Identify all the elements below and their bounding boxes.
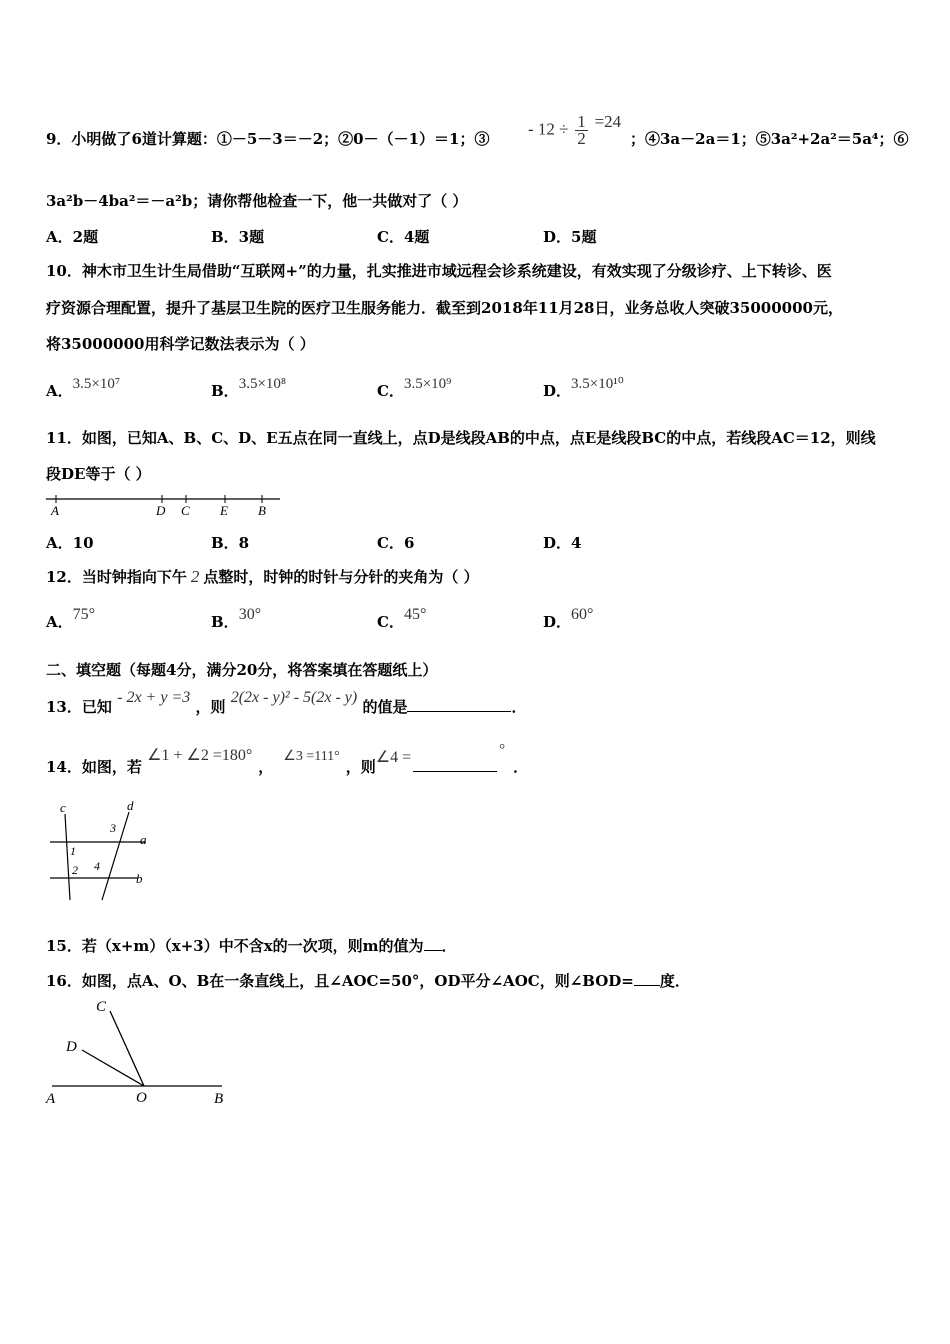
q16-angle-figure [44, 995, 234, 1107]
q12-option-b-label: B． [211, 613, 239, 631]
q14-condition-1: ∠1 + ∠2 =180° [147, 747, 253, 764]
q11-label-d: D [156, 503, 166, 518]
q12-option-d [543, 603, 594, 631]
q10-option-b-value: 3.5×10⁸ [238, 376, 287, 392]
q10-option-a-label: A． [46, 382, 73, 400]
q9-line2: 3a²b－4ba²＝－a²b；请你帮他检查一下，他一共做对了（ ） [46, 192, 468, 210]
q11-line1: 11．如图，已知A、B、C、D、E五点在同一直线上，点D是线段AB的中点，点E是线段BC的中点，若线段AC＝12，则线 [46, 429, 876, 447]
q10-option-d-value: 3.5×10¹⁰ [571, 376, 624, 392]
q16-answer-blank[interactable] [634, 985, 660, 986]
q10-option-b-label: B． [211, 382, 239, 400]
q16-end: 度． [659, 972, 690, 990]
q14-label-2: 2 [72, 863, 78, 877]
q16-label-c: C [96, 999, 107, 1015]
q10-line3: 将35000000用科学记数法表示为（ ） [46, 335, 315, 353]
q12-option-d-label: D． [543, 613, 572, 631]
q12-option-b [211, 603, 262, 631]
q11-option-a: A．10 [46, 534, 94, 552]
q12-line [46, 566, 479, 587]
q11-option-c: C．6 [377, 534, 415, 552]
q15-end: ． [441, 937, 457, 955]
q11-label-e: E [220, 503, 228, 518]
q10-option-a [46, 372, 121, 400]
q14-label-3: 3 [110, 821, 116, 835]
q15-answer-blank[interactable] [424, 950, 442, 951]
q16-label-o: O [136, 1090, 147, 1106]
q9-option-d: D．5题 [543, 228, 597, 246]
q14-line [46, 742, 529, 777]
q10-option-a-value: 3.5×10⁷ [72, 376, 121, 392]
q9-expression [528, 111, 622, 148]
q9-option-a: A．2题 [46, 228, 99, 246]
q16-label-b: B [214, 1091, 224, 1107]
q10-option-b [211, 372, 287, 400]
q13-condition: - 2x + y =3 [117, 689, 191, 706]
q16-label-a: A [46, 1091, 56, 1107]
q14-prefix: 14．如图，若 [46, 758, 142, 776]
q11-option-b: B．8 [211, 534, 250, 552]
q9-expr-right: =24 [594, 111, 622, 131]
q10-option-d [543, 372, 624, 400]
q11-label-a: A [51, 503, 59, 518]
q12-option-a-value: 75° [72, 606, 96, 623]
q12-text-a: 12．当时钟指向下午 [46, 568, 187, 586]
q9-text-b: ；④3a－2a＝1；⑤3a²+2a²＝5a⁴；⑥ [630, 130, 909, 148]
q14-label-1: 1 [70, 844, 76, 858]
q14-label-a: a [140, 832, 147, 847]
q14-parallel-lines-figure [44, 798, 164, 904]
q12-hour: 2 [190, 567, 200, 586]
q12-option-c-label: C． [377, 613, 404, 631]
q10-option-c-label: C． [377, 382, 404, 400]
q14-sep: ， [258, 758, 274, 776]
q14-mid: ，则 [345, 758, 376, 776]
q9-fraction [575, 114, 588, 147]
q16-line [46, 970, 690, 991]
q11-label-b: B [258, 503, 266, 518]
q11-label-c: C [181, 503, 190, 518]
q16-ray-od [82, 1050, 144, 1086]
q16-text: 16．如图，点A、O、B在一条直线上，且∠AOC=50°，OD平分∠AOC，则∠BOD= [46, 972, 634, 990]
q11-line2: 段DE等于（ ） [46, 465, 151, 483]
q15-text: 15．若（x+m）（x+3）中不含x的一次项，则m的值为 [46, 937, 424, 955]
q16-label-d: D [66, 1039, 77, 1055]
q14-label-c: c [60, 800, 66, 815]
q12-option-a [46, 603, 96, 631]
q14-label-4: 4 [94, 859, 100, 873]
q13-expression: 2(2x - y)² - 5(2x - y) [230, 689, 358, 706]
q10-option-c-value: 3.5×10⁹ [403, 376, 452, 392]
q13-end: ． [511, 698, 527, 716]
q14-label-d: d [127, 798, 134, 813]
q13-prefix: 13．已知 [46, 698, 112, 716]
q12-text-b: 点整时，时钟的时针与分针的夹角为（ ） [203, 568, 479, 586]
q13-line [46, 689, 527, 717]
q14-degree: ° [499, 742, 506, 758]
q9-frac-den: 2 [577, 129, 586, 148]
q9-frac-num: 1 [577, 112, 586, 131]
q14-condition-2: ∠3 =111° [283, 749, 340, 764]
q16-ray-oc [110, 1011, 144, 1086]
q12-option-a-label: A． [46, 613, 73, 631]
q12-option-c [377, 603, 427, 631]
q10-option-d-label: D． [543, 382, 572, 400]
q11-segment-figure [44, 490, 284, 520]
section2-title: 二、填空题（每题4分，满分20分，将答案填在答题纸上） [46, 661, 438, 679]
q12-option-c-value: 45° [403, 606, 427, 623]
q10-option-c [377, 372, 452, 400]
q10-line1: 10．神木市卫生计生局借助“互联网+”的力量，扎实推进市域远程会诊系统建设，有效实现了分级诊疗、上下转诊、医 [46, 262, 832, 280]
q9-line1 [46, 128, 490, 149]
q9-option-c: C．4题 [377, 228, 430, 246]
q9-expr-left: - 12 ÷ [528, 119, 569, 139]
q10-line2: 疗资源合理配置，提升了基层卫生院的医疗卫生服务能力．截至到2018年11月28日，业务总收人突破35000000元， [46, 299, 843, 317]
q13-answer-blank[interactable] [407, 711, 511, 712]
q9-line1-tail [630, 128, 909, 149]
q13-suffix: 的值是 [362, 698, 408, 716]
q11-option-d: D．4 [543, 534, 582, 552]
q12-option-b-value: 30° [238, 606, 262, 623]
q14-end: ． [513, 758, 529, 776]
q9-text-a: 9．小明做了6道计算题：①－5－3＝－2；②0－（－1）＝1；③ [46, 130, 490, 148]
q9-option-b: B．3题 [211, 228, 265, 246]
q14-ask: ∠4 = [375, 749, 412, 766]
q14-answer-blank[interactable] [413, 771, 497, 772]
q12-option-d-value: 60° [571, 606, 594, 623]
q14-label-b: b [136, 871, 143, 886]
q13-mid: ，则 [195, 698, 226, 716]
q15-line [46, 935, 457, 956]
